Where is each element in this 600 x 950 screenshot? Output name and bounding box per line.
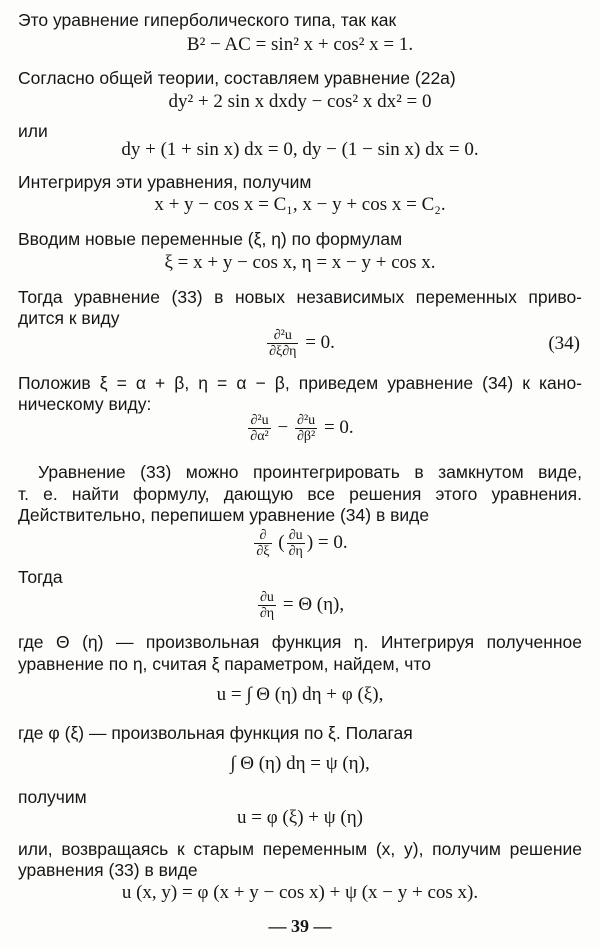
equation: ξ = x + y − cos x, η = x − y + cos x.: [164, 252, 436, 273]
equation: B² − AC = sin² x + cos² x = 1.: [186, 34, 414, 55]
page-number: — 39 —: [268, 916, 332, 936]
equation: $\frac{\text{∂²u}}{\text{∂α²}}$ − $\frac{\text{∂²u}}{\text{∂β²}}$ = 0.: [250, 413, 354, 444]
equation-number: (34): [548, 333, 580, 354]
fraction: $\frac{\text{∂²u}}{\text{∂α²}}$: [250, 413, 269, 444]
equation: u = φ (ξ) + ψ (η): [236, 807, 363, 828]
equation: dy² + 2 sin x dxdy − cos² x dx² = 0: [168, 91, 432, 112]
fraction: $\frac{\partial u}{\partial\eta}$: [288, 528, 303, 559]
equation: dy + (1 + sin x) dx = 0, dy − (1 − sin x) dx = 0.: [121, 139, 479, 160]
equation: ∫ Θ (η) dη = ψ (η),: [230, 753, 370, 774]
equation: x + y − cos x = C₁, x − y + cos x = C₂.: [154, 194, 446, 215]
equation: u = ∫ Θ (η) dη + φ (ξ),: [216, 684, 384, 705]
equation-34: $\frac{\text{∂²u}}{\partial\xi\partial\eta}$ = 0.: [269, 328, 335, 359]
equation: $\frac{\partial u}{\partial\eta}$ = Θ (η),: [259, 590, 345, 621]
equation: u (x, y) = φ (x + y − cos x) + ψ (x − y + cos x).: [121, 882, 479, 903]
fraction: $\frac{\partial u}{\partial\eta}$: [259, 590, 275, 621]
fraction: $\frac{\partial}{\partial\xi}$: [256, 528, 270, 559]
fraction: $\frac{\text{∂²u}}{\text{∂β²}}$: [296, 413, 316, 444]
book-page: Это уравнение гиперболического типа, так как B² − AC = sin² x + cos² x = 1. Согласно общей теории, составляем уравнение (22а) dy² + 2 sin x dxdy − cos² x dx² = 0 или dy + (1 + sin x) dx = 0, dy − (1 − sin x) dx = 0. Интегрируя эти уравнения, получим x + y − cos x = C₁, x − y + cos x = C₂. Вводим новые переменные (ξ, η) по формулам ξ = x + y − cos x, η = x − y + cos x. Тогда уравнение (33) в новых независимых переменных приво- дится к виду $\frac{\text{∂²u}}{\partial\xi\partial\eta}$ = 0. (34) Положив ξ = α + β, η = α − β, приведем уравнение (34) к кано- ническому виду: $\frac{\text{∂²u}}{\text{∂α²}}$ − $\frac{\text{∂²u}}{\text{∂β²}}$ = 0. Уравнение (33) можно проинтегрировать в замкнутом виде, т. е. найти формулу, дающую все решения этого уравнения. Действительно, перепишем уравнение (34) в виде $\frac{\partial}{\partial\xi}$ ( $\frac{\partial u}{\partial\eta}$ ) = 0. Тогда $\frac{\partial u}{\partial\eta}$ = Θ (η), где Θ (η) — произвольная функция η. Интегрируя полученное уравнение по η, считая ξ параметром, найдем, что u = ∫ Θ (η) dη + φ (ξ), где φ (ξ) — произвольная функция по ξ. Полагая ∫ Θ (η) dη = ψ (η), получим u = φ (ξ) + ψ (η) или, возвращаясь к старым переменным (x, y), получим решение уравнения (33) в виде u (x, y) = φ (x + y − cos x) + ψ (x − y + cos x). — 39 —: [0, 0, 600, 950]
equation: $\frac{\partial}{\partial\xi}$ ( $\frac{\partial u}{\partial\eta}$ ) = 0.: [256, 528, 348, 559]
fraction: $\frac{\text{∂²u}}{\partial\xi\partial\eta}$: [269, 328, 297, 359]
